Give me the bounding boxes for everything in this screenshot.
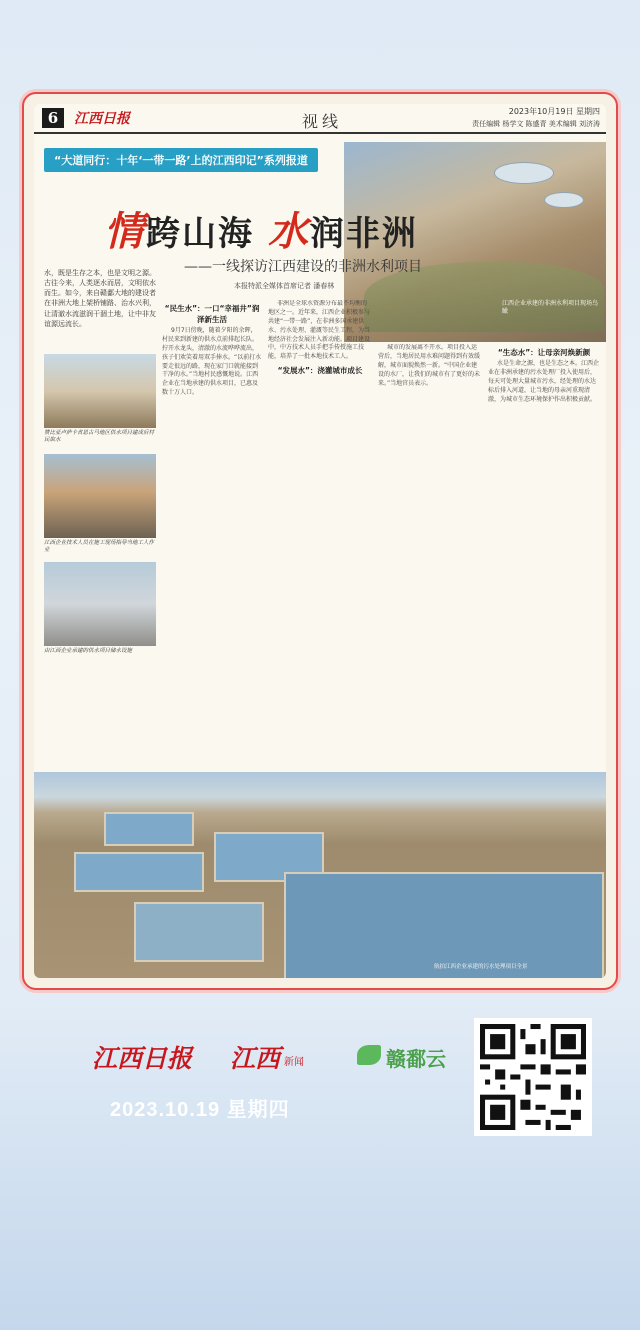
photo-caption: 江西企业技术人员在施工现场指导当地工人作业 [44, 540, 155, 554]
body-text: 城市的发展离不开水。项目投入运营后，当地居民用水难问题得到有效缓解，城市面貌焕然一新。“中国企业建设的水厂，让我们的城市有了更好的未来。”当地官员表示。 [378, 344, 481, 387]
section-heading: “发展水”：浇灌城市成长 [277, 366, 363, 376]
ganpo-cloud-logo: 赣鄱云 [386, 1047, 446, 1071]
body-text: 9月7日傍晚，随着夕阳的余晖，村民来到新建的供水点前排起长队。拧开水龙头，清澈的水流哗哗流出，孩子们欢笑着用双手捧水。“以前打水要走很远的路，现在家门口就能接到干净的水。”当地村民感慨地说。江西企业在当地承建的供水项目，已惠及数十万人口。 [162, 327, 262, 397]
article-column-4 [488, 344, 600, 770]
section-heading: “民生水”：一口“幸福井”润泽新生活 [164, 304, 260, 324]
issue-date: 2023年10月19日 星期四 [508, 107, 600, 116]
headline-char-shui: 水 [267, 208, 310, 255]
pond [74, 852, 204, 892]
series-label: “大道同行：十年‘一带一路’上的江西印记”系列报道 [44, 148, 318, 172]
editor-credits: 责任编辑 杨学文 陈盛青 美术编辑 刘济涛 [472, 120, 600, 128]
jiangxi-news-logo: 江西 [230, 1044, 281, 1073]
hero-photo-caption: 江西企业承建的非洲水利项目现场鸟瞰 [502, 300, 599, 315]
villagers-water-photo [44, 354, 156, 428]
footer-date: 2023.10.19 星期四 [110, 1099, 290, 1121]
photo-caption: 赞比亚卢萨卡省恩古马地区供水项目建成后村民取水 [44, 430, 155, 444]
pond [104, 812, 194, 846]
storage-tanks-photo [44, 562, 156, 646]
article-column-3 [378, 344, 482, 770]
photo-caption: 由江西企业承建的供水项目储水设施 [44, 648, 133, 654]
headline-part-2: 润非洲 [309, 214, 418, 254]
water-tank [544, 192, 584, 208]
page-number: 6 [42, 108, 64, 128]
water-tank [494, 162, 554, 184]
construction-photo [44, 454, 156, 538]
jiangxi-daily-logo: 江西日报 [92, 1044, 193, 1073]
ganpo-cloud-icon [357, 1045, 381, 1065]
newspaper-page [34, 104, 606, 978]
article-column-1 [162, 300, 262, 770]
qr-code-icon [480, 1024, 586, 1130]
headline [104, 200, 418, 257]
qr-code[interactable] [474, 1018, 592, 1136]
pond [134, 902, 264, 962]
byline: 本报特派全媒体首席记者 潘春林 [234, 282, 335, 290]
subtitle: ——一线探访江西建设的非洲水利项目 [184, 259, 422, 275]
headline-part-1: 跨山海 [146, 214, 254, 254]
headline-char-qing: 情 [104, 208, 146, 255]
aerial-treatment-plant-photo [34, 772, 606, 978]
photo-caption: 航拍江西企业承建的污水处理项目全景 [434, 964, 528, 970]
body-text: 非洲是全球水资源分布最不均衡的地区之一。近年来，江西企业积极参与共建“一带一路”，在非洲多国承建供水、污水处理、灌溉等民生工程，为当地经济社会发展注入新动能。项目建设中，中方技术人员手把手传授施工技能，培养了一批本地技术工人。 [268, 300, 371, 361]
article-column-2 [268, 300, 372, 770]
masthead-logo: 江西日报 [74, 111, 130, 127]
body-text: 水是生命之源，也是生态之本。江西企业在非洲承建的污水处理厂投入使用后，每天可处理大量城市污水，经处理的水达标后排入河道，让当地的母亲河重现清澈，为城市生态环境保护作出积极贡献。 [488, 360, 600, 403]
intro-text: 水，既是生存之本，也是文明之源。古往今来，人类逐水而居，文明依水而生。如今，来自赣鄱大地的建设者在非洲大地上架桥铺路、治水兴利，让清澈水流滋润干涸土地，让中非友谊源远流长。 [44, 269, 156, 328]
section-title: 视线 [302, 112, 343, 131]
page-header [34, 104, 606, 134]
section-heading: “生态水”：让母亲河焕新颜 [497, 348, 591, 357]
newspaper-frame [22, 92, 618, 990]
jiangxi-news-logo-sub: 新闻 [284, 1057, 304, 1068]
